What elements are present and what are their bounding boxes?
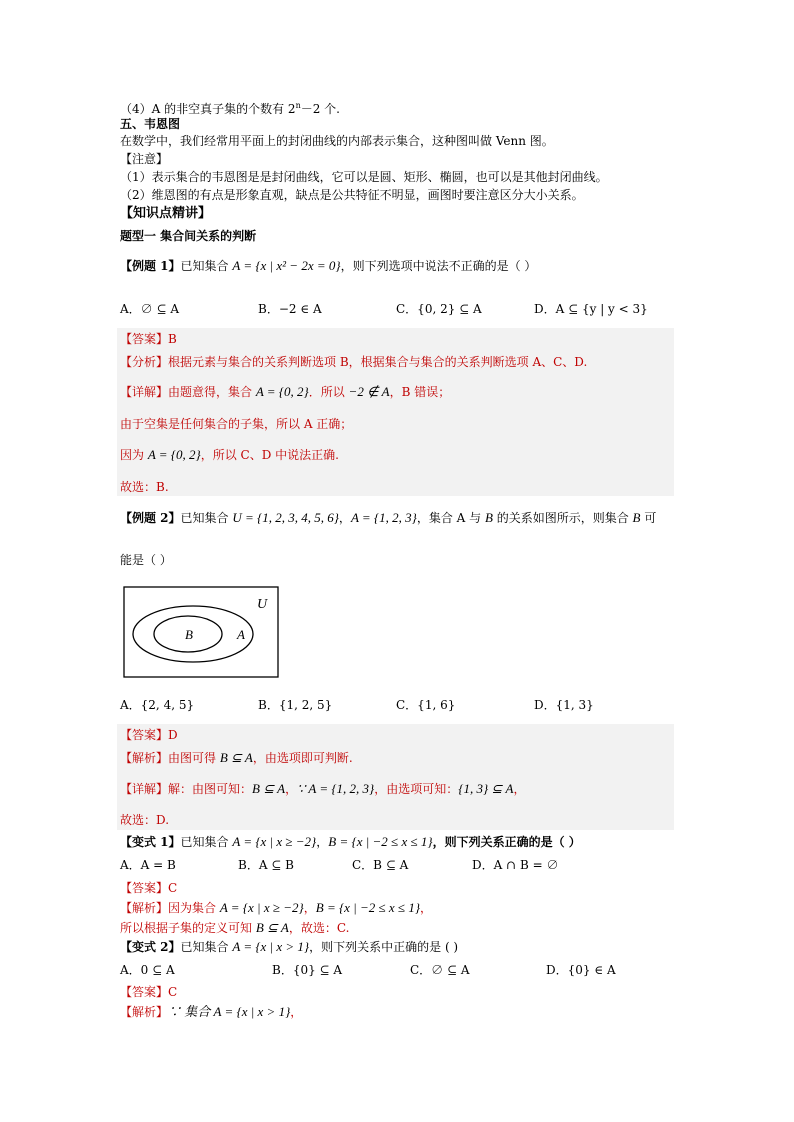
example1-option-c: C．{0, 2} ⊆ A	[396, 302, 482, 316]
variant2-option-a: A．0 ⊆ A	[120, 963, 175, 977]
variant1-stem: 【变式 1】已知集合 A = {x | x ≥ −2}，B = {x | −2 ≤ x ≤ 1}，则下列关系正确的是（ ）	[120, 834, 581, 849]
example2-option-c: C．{1, 6}	[396, 698, 456, 712]
universal-set-rect	[124, 587, 278, 677]
example2-analysis: 【解析】由图可得 B ⊆ A，由选项即可判断.	[120, 750, 353, 765]
note-title: 【注意】	[120, 152, 169, 166]
example2-option-d: D．{1, 3}	[534, 698, 594, 712]
example2-option-b: B．{1, 2, 5}	[258, 698, 333, 712]
variant1-conclusion: 所以根据子集的定义可知 B ⊆ A，故选：C.	[120, 920, 350, 935]
venn-diagram	[123, 586, 279, 678]
variant2-option-c: C．∅ ⊆ A	[410, 963, 470, 977]
example1-analysis: 【分析】根据元素与集合的关系判断选项 B，根据集合与集合的关系判断选项 A、C、D.	[120, 355, 588, 369]
variant1-answer: 【答案】C	[120, 881, 178, 895]
example1-detail-1: 【详解】由题意得，集合 A = {0, 2}．所以 −2 ∉ A，B 错误；	[120, 384, 451, 399]
intro-item4: （4）A 的非空真子集的个数有 $2^n-2$ 个.	[120, 101, 340, 116]
set-a-ellipse	[133, 606, 253, 662]
venn-definition: 在数学中，我们经常用平面上的封闭曲线的内部表示集合，这种图叫做 Venn 图。	[120, 134, 554, 148]
variant2-option-d: D．{0} ∈ A	[546, 963, 616, 977]
question-type-title: 题型一 集合间关系的判断	[120, 229, 257, 243]
venn-label-b: B	[185, 627, 193, 642]
example1-option-b: B．−2 ∈ A	[258, 302, 322, 316]
example2-solution-box	[117, 724, 674, 830]
example1-answer: 【答案】B	[120, 332, 177, 346]
variant1-option-b: B．A ⊆ B	[238, 858, 294, 872]
example1-option-d: D．A ⊆ {y | y < 3}	[534, 302, 648, 316]
variant2-option-b: B．{0} ⊆ A	[272, 963, 343, 977]
knowledge-heading: 【知识点精讲】	[120, 206, 212, 221]
example1-detail-2: 由于空集是任何集合的子集，所以 A 正确；	[120, 417, 353, 431]
venn-label-a: A	[237, 627, 245, 642]
variant2-analysis: 【解析】∵ 集合 A = {x | x > 1}，	[120, 1004, 303, 1019]
example1-detail-3: 因为 A = {0, 2}，所以 C、D 中说法正确.	[120, 447, 339, 462]
variant1-option-d: D．A ∩ B = ∅	[472, 858, 559, 872]
example2-choose: 故选：D.	[120, 813, 170, 827]
example2-detail: 【详解】解：由图可知：B ⊆ A，∵ A = {1, 2, 3}，由选项可知：{1, 3} ⊆ A，	[120, 781, 526, 796]
example1-stem: 【例题 1】已知集合 A = {x | x² − 2x = 0}，则下列选项中说法不正确的是（ ）	[120, 258, 537, 273]
example2-stem: 【例题 2】已知集合 U = {1, 2, 3, 4, 5, 6}，A = {1, 2, 3}，集合 A 与 B 的关系如图所示，则集合 B 可	[120, 510, 657, 525]
variant2-stem: 【变式 2】已知集合 A = {x | x > 1}，则下列关系中正确的是 ( )	[120, 939, 459, 954]
section-title: 五、韦恩图	[120, 117, 181, 131]
example2-answer: 【答案】D	[120, 728, 178, 742]
note-1: （1）表示集合的韦恩图是是封闭曲线，它可以是圆、矩形、椭圆，也可以是其他封闭曲线。	[120, 170, 608, 184]
note-2: （2）维恩图的有点是形象直观，缺点是公共特征不明显，画图时要注意区分大小关系。	[120, 188, 584, 202]
example2-option-a: A．{2, 4, 5}	[120, 698, 195, 712]
example1-choose: 故选：B.	[120, 480, 169, 494]
variant1-analysis: 【解析】因为集合 A = {x | x ≥ −2}，B = {x | −2 ≤ x ≤ 1}，	[120, 900, 433, 915]
example1-option-a: A．∅ ⊆ A	[120, 302, 180, 316]
variant2-answer: 【答案】C	[120, 985, 178, 999]
venn-label-u: U	[257, 597, 268, 612]
variant1-option-a: A．A = B	[120, 858, 176, 872]
example2-stem-2: 能是（ ）	[120, 553, 172, 567]
variant1-option-c: C．B ⊆ A	[352, 858, 409, 872]
